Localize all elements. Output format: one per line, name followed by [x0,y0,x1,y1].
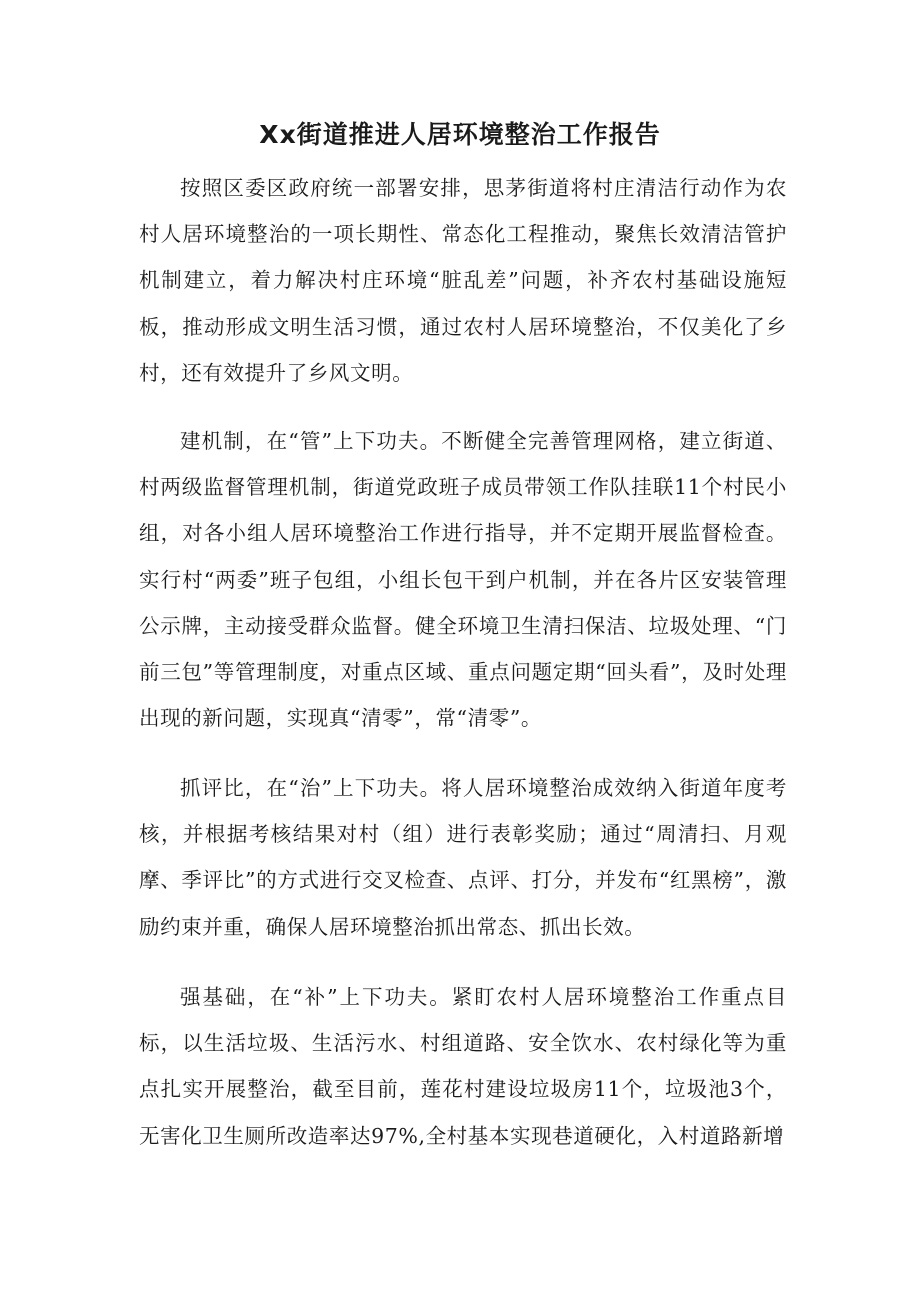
paragraph-mechanism: 建机制，在“管”上下功夫。不断健全完善管理网格，建立街道、村两级监督管理机制，街道党政班子成员带领工作队挂联11个村民小组，对各小组人居环境整治工作进行指导，并不定期开展监督检查。实行村“两委”班子包组，小组长包干到户机制，并在各片区安装管理公示牌，主动接受群众监督。健全环境卫生清扫保洁、垃圾处理、“门前三包”等管理制度，对重点区域、重点问题定期“回头看”，及时处理出现的新问题，实现真“清零”，常“清零”。 [139,429,787,731]
paragraph-infrastructure: 强基础，在“补”上下功夫。紧盯农村人居环境整治工作重点目标，以生活垃圾、生活污水、村组道路、安全饮水、农村绿化等为重点扎实开展整治，截至目前，莲花村建设垃圾房11个，垃圾池3个，无害化卫生厕所改造率达97%,全村基本实现巷道硬化，入村道路新增 [139,985,787,1148]
paragraph-intro: 按照区委区政府统一部署安排，思茅街道将村庄清洁行动作为农村人居环境整治的一项长期性、常态化工程推动，聚焦长效清洁管护机制建立，着力解决村庄环境“脏乱差”问题，补齐农村基础设施短板，推动形成文明生活习惯，通过农村人居环境整治，不仅美化了乡村，还有效提升了乡风文明。 [139,176,787,385]
paragraph-evaluation: 抓评比，在“治”上下功夫。将人居环境整治成效纳入街道年度考核，并根据考核结果对村（组）进行表彰奖励；通过“周清扫、月观摩、季评比”的方式进行交叉检查、点评、打分，并发布“红黑榜”，激励约束并重，确保人居环境整治抓出常态、抓出长效。 [139,776,787,939]
document-title: Xx街道推进人居环境整治工作报告 [259,120,661,149]
